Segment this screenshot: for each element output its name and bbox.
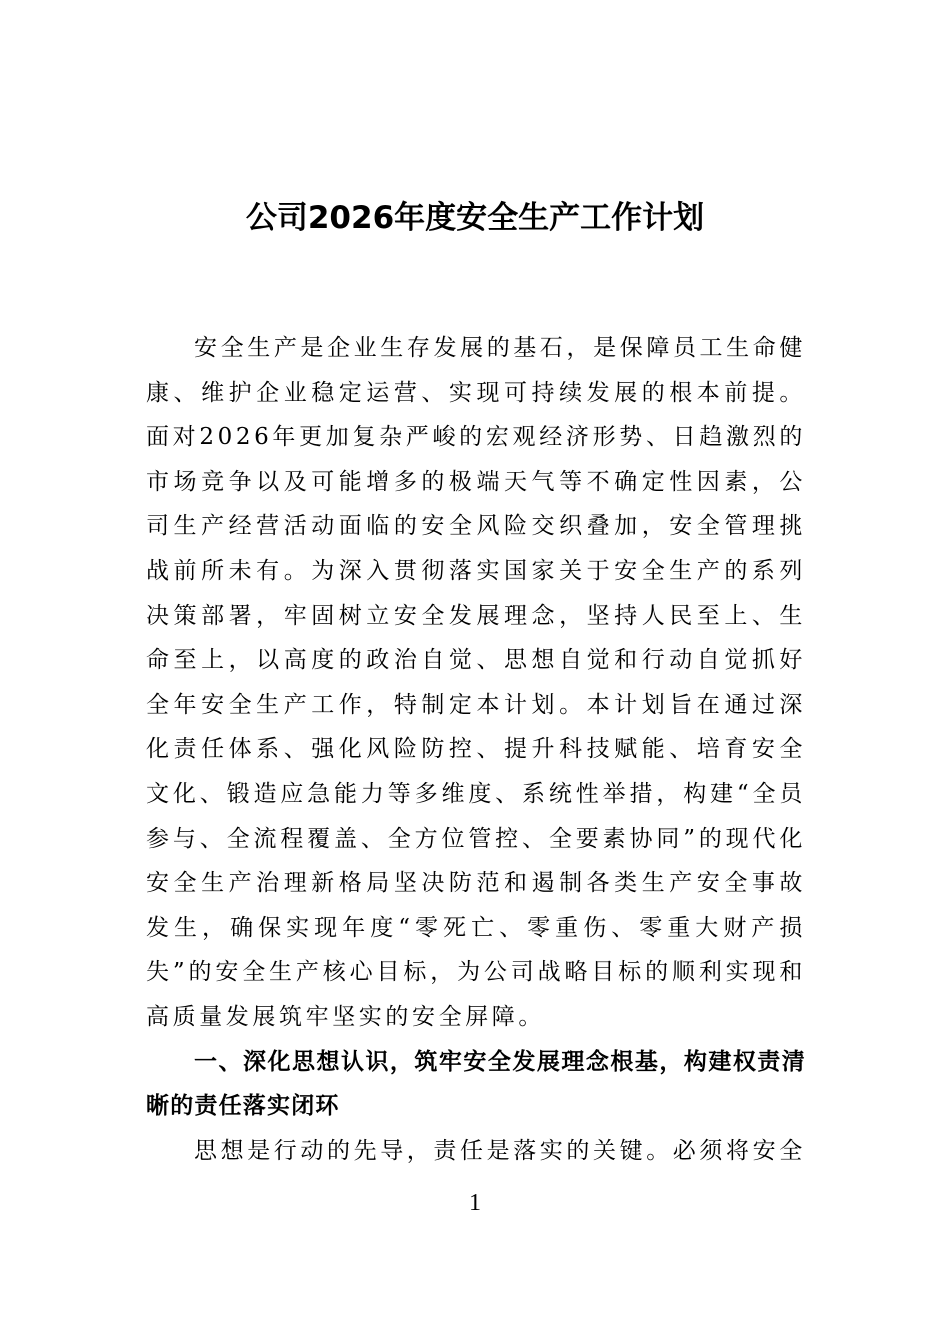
document-body: [146, 326, 806, 1173]
page-number: 1: [469, 1190, 481, 1216]
document-title: 公司2026年度安全生产工作计划: [245, 200, 705, 236]
intro-paragraph: 安全生产是企业生存发展的基石，是保障员工生命健康、维护企业稳定运营、实现可持续发展的根本前提。面对2026年更加复杂严峻的宏观经济形势、日趋激烈的市场竞争以及可能增多的极端天气等不确定性因素，公司生产经营活动面临的安全风险交织叠加，安全管理挑战前所未有。为深入贯彻落实国家关于安全生产的系列决策部署，牢固树立安全发展理念，坚持人民至上、生命至上，以高度的政治自觉、思想自觉和行动自觉抓好全年安全生产工作，特制定本计划。本计划旨在通过深化责任体系、强化风险防控、提升科技赋能、培育安全文化、锻造应急能力等多维度、系统性举措，构建“全员参与、全流程覆盖、全方位管控、全要素协同”的现代化安全生产治理新格局坚决防范和遏制各类生产安全事故发生，确保实现年度“零死亡、零重伤、零重大财产损失”的安全生产核心目标，为公司战略目标的顺利实现和高质量发展筑牢坚实的安全屏障。: [146, 335, 806, 1030]
section-heading-1: 一、深化思想认识，筑牢安全发展理念根基，构建权责清晰的责任落实闭环: [146, 1048, 806, 1120]
section-1-paragraph: 思想是行动的先导，责任是落实的关键。必须将安全: [194, 1137, 806, 1164]
